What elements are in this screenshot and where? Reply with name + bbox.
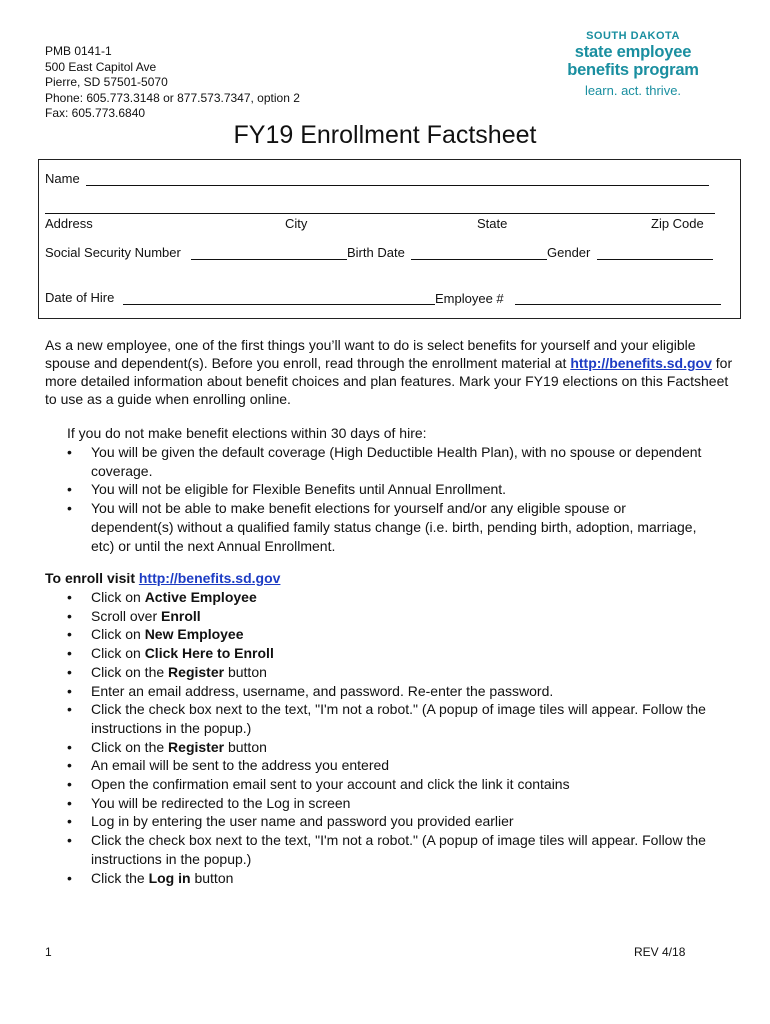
logo-line-3: benefits program	[567, 61, 699, 79]
employee-number-field[interactable]	[515, 304, 721, 305]
gender-label: Gender	[547, 245, 591, 260]
address-line: PMB 0141-1	[45, 44, 112, 58]
employee-info-form	[38, 159, 741, 319]
list-item: • Click the check box next to the text, "I'm not a robot." (A popup of image tiles will appear. Follow the instructions in the popup.)	[67, 700, 747, 737]
list-item: • Click on the Register button	[67, 738, 747, 757]
address-field[interactable]	[45, 213, 715, 214]
list-item: • Click on New Employee	[67, 625, 747, 644]
enroll-link[interactable]: http://benefits.sd.gov	[138, 570, 281, 586]
list-item: • Click on Click Here to Enroll	[67, 644, 747, 663]
city-label: City	[285, 216, 308, 231]
intro-text: As a new employee, one of the first things you’ll want to do is select benefits for yourself and your eligible spouse and dependent(s). Before you enroll, read through the enrollment material at	[45, 337, 696, 371]
list-item: • Click on the Register button	[67, 663, 747, 682]
list-item: • Log in by entering the user name and password you provided earlier	[67, 812, 747, 831]
enroll-steps-list	[67, 588, 747, 887]
intro-text-2: for more detailed information about benefit choices and plan features. Mark your FY19 elections on this Factsheet to use as a guide when enrolling online.	[45, 355, 733, 407]
list-item: • You will not be able to make benefit elections for yourself and/or any eligible spouse or dependent(s) without a qualified family status change (i.e. birth, pending birth, adoption, marriage, etc) or until the next Annual Enrollment.	[67, 499, 707, 555]
address-block	[45, 44, 300, 122]
page-number: 1	[45, 945, 52, 959]
list-item: • You will be redirected to the Log in screen	[67, 794, 747, 813]
sebp-logo	[553, 30, 713, 98]
gender-field[interactable]	[597, 259, 713, 260]
name-field[interactable]	[86, 185, 709, 186]
intro-paragraph	[45, 336, 735, 408]
enroll-heading-text: To enroll visit	[45, 570, 139, 586]
birth-date-label: Birth Date	[347, 245, 405, 260]
ssn-label: Social Security Number	[45, 245, 181, 260]
list-item: • Click on Active Employee	[67, 588, 747, 607]
list-item: • You will be given the default coverage (High Deductible Health Plan), with no spouse or dependent coverage.	[67, 443, 707, 480]
zip-label: Zip Code	[651, 216, 704, 231]
list-item: • Enter an email address, username, and password. Re-enter the password.	[67, 682, 747, 701]
address-label: Address	[45, 216, 93, 231]
enroll-heading	[45, 570, 280, 586]
benefits-link[interactable]: http://benefits.sd.gov	[570, 355, 712, 371]
no-election-list	[67, 443, 707, 555]
hire-date-label: Date of Hire	[45, 290, 115, 305]
page-title: FY19 Enrollment Factsheet	[233, 121, 537, 149]
logo-state: SOUTH DAKOTA	[586, 30, 680, 42]
state-label: State	[477, 216, 508, 231]
list-item: • Open the confirmation email sent to your account and click the link it contains	[67, 775, 747, 794]
logo-tagline: learn. act. thrive.	[584, 83, 682, 98]
ssn-field[interactable]	[191, 259, 347, 260]
hire-date-field[interactable]	[123, 304, 435, 305]
name-label: Name	[45, 171, 80, 186]
list-item: • An email will be sent to the address you entered	[67, 756, 747, 775]
list-item: • Scroll over Enroll	[67, 607, 747, 626]
logo-line-2: state employee	[574, 43, 692, 61]
list-item: • Click the Log in button	[67, 869, 747, 888]
revision-label: REV 4/18	[634, 945, 686, 959]
phone-line: Phone: 605.773.3148 or 877.573.7347, option 2	[45, 90, 300, 105]
address-line: Pierre, SD 57501-5070	[45, 75, 168, 89]
list-item: • You will not be eligible for Flexible Benefits until Annual Enrollment.	[67, 480, 707, 499]
fax-line: Fax: 605.773.6840	[45, 106, 146, 120]
birth-date-field[interactable]	[411, 259, 547, 260]
address-line: 500 East Capitol Ave	[45, 59, 157, 74]
list-item: • Click the check box next to the text, "I'm not a robot." (A popup of image tiles will appear. Follow the instructions in the popup.)	[67, 831, 747, 868]
employee-number-label: Employee #	[435, 291, 504, 306]
no-election-heading: If you do not make benefit elections within 30 days of hire:	[67, 425, 427, 441]
